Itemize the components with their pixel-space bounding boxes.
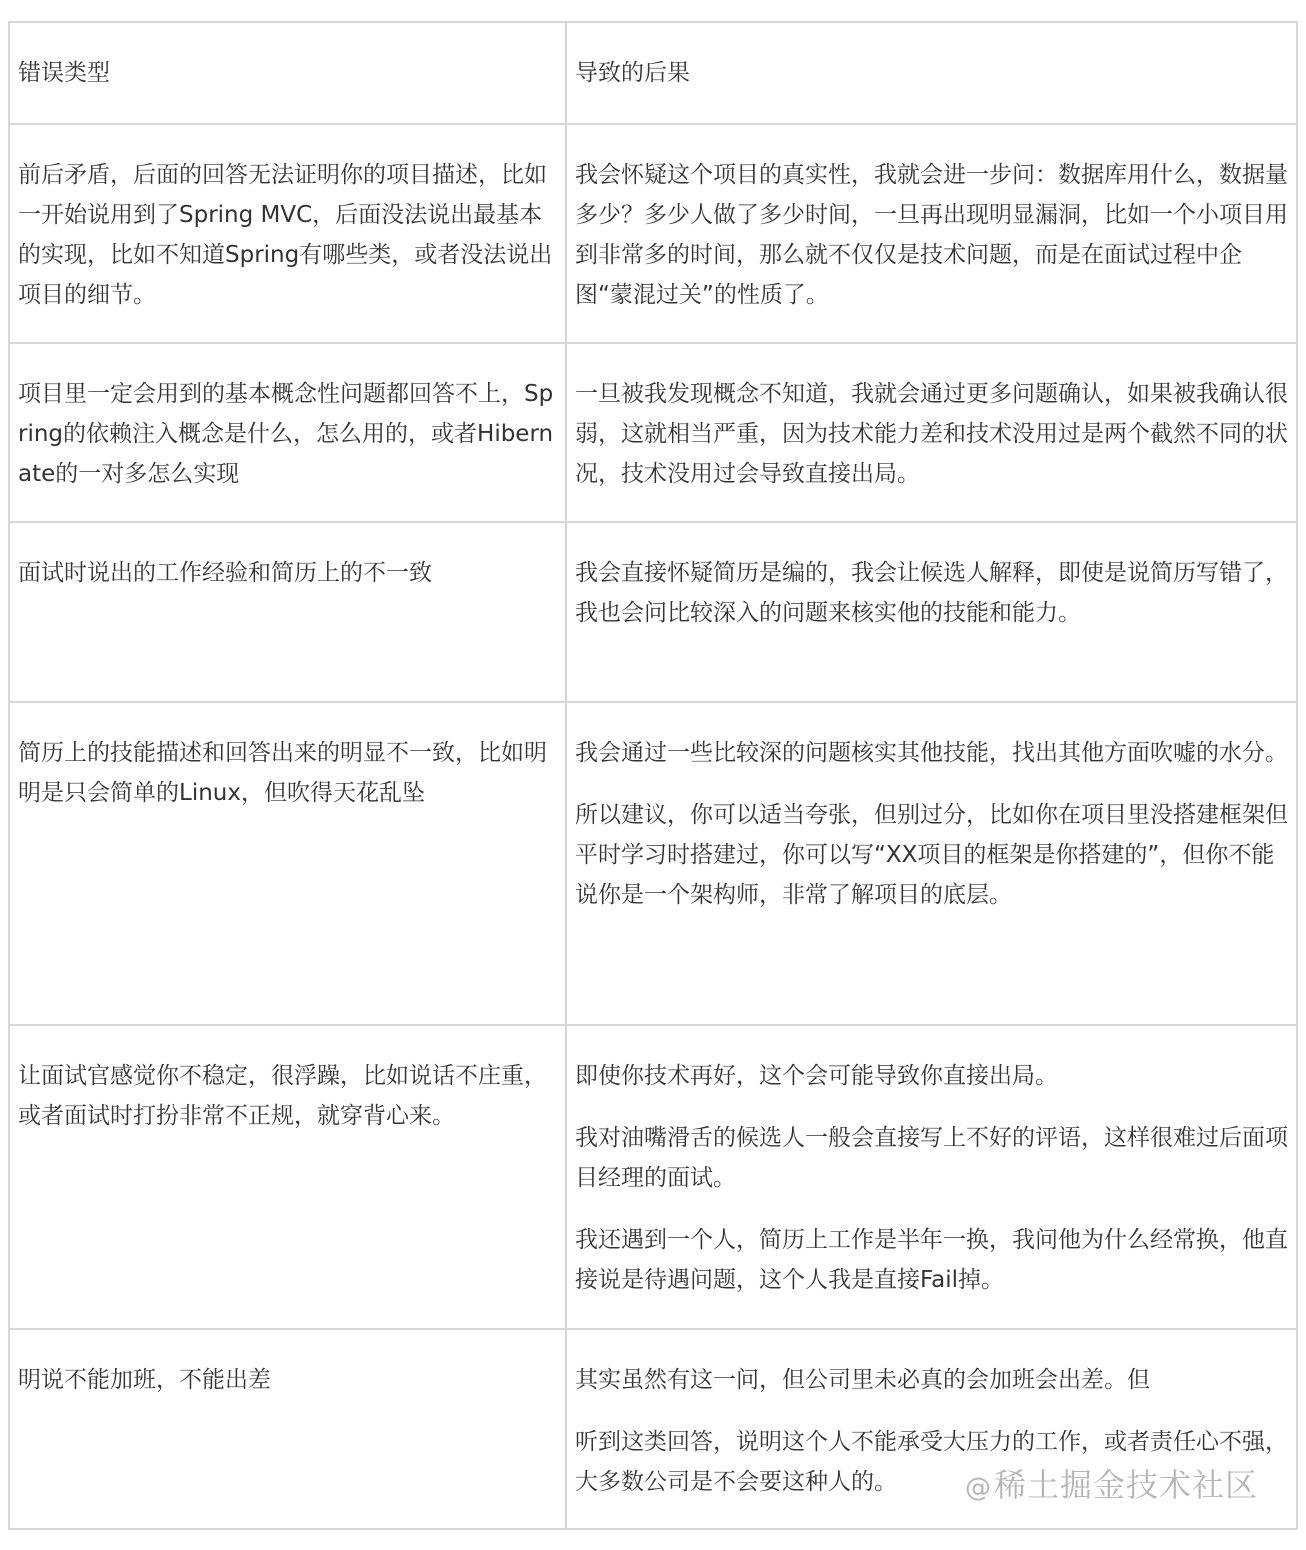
header-consequence: 导致的后果 — [566, 22, 1297, 124]
error-type-cell: 面试时说出的工作经验和简历上的不一致 — [9, 522, 566, 702]
table-header-row — [9, 22, 1297, 124]
consequence-paragraph: 其实虽然有这一问，但公司里未必真的会加班会出差。但 — [575, 1367, 1150, 1393]
table-row — [9, 1025, 1297, 1329]
watermark-text: 稀土掘金技术社区 — [993, 1466, 1258, 1504]
consequence-paragraph: 即使你技术再好，这个会可能导致你直接出局。 — [575, 1063, 1058, 1089]
error-type-cell: 项目里一定会用到的基本概念性问题都回答不上，Spring的依赖注入概念是什么，怎么用的，或者Hibernate的一对多怎么实现 — [9, 343, 566, 522]
consequence-cell — [566, 343, 1297, 522]
consequence-paragraph: 我会通过一些比较深的问题核实其他技能，找出其他方面吹嘘的水分。 — [575, 740, 1288, 766]
consequence-cell — [566, 124, 1297, 343]
error-type-cell: 前后矛盾，后面的回答无法证明你的项目描述，比如一开始说用到了Spring MVC，后面没法说出最基本的实现，比如不知道Spring有哪些类，或者没法说出项目的细节。 — [9, 124, 566, 343]
consequence-paragraph: 一旦被我发现概念不知道，我就会通过更多问题确认，如果被我确认很弱，这就相当严重，因为技术能力差和技术没用过是两个截然不同的状况，技术没用过会导致直接出局。 — [575, 381, 1288, 487]
watermark-at: @ — [964, 1473, 992, 1503]
table-row — [9, 343, 1297, 522]
consequence-paragraph: 所以建议，你可以适当夸张，但别过分，比如你在项目里没搭建框架但平时学习时搭建过，你可以写“XX项目的框架是你搭建的”，但你不能说你是一个架构师，非常了解项目的底层。 — [575, 802, 1288, 908]
consequence-cell — [566, 522, 1297, 702]
consequence-paragraph: 我会怀疑这个项目的真实性，我就会进一步问：数据库用什么，数据量多少？多少人做了多少时间，一旦再出现明显漏洞，比如一个小项目用到非常多的时间，那么就不仅仅是技术问题，而是在面试过程中企图“蒙混过关”的性质了。 — [575, 162, 1288, 308]
watermark — [965, 1460, 1258, 1506]
interview-mistakes-table — [8, 21, 1298, 1530]
table-row — [9, 522, 1297, 702]
consequence-cell — [566, 1025, 1297, 1329]
header-error-type: 错误类型 — [9, 22, 566, 124]
table-row — [9, 702, 1297, 1025]
consequence-paragraph: 我还遇到一个人，简历上工作是半年一换，我问他为什么经常换，他直接说是待遇问题，这个人我是直接Fail掉。 — [575, 1227, 1288, 1293]
consequence-cell — [566, 702, 1297, 1025]
error-type-cell: 明说不能加班，不能出差 — [9, 1329, 566, 1529]
error-type-cell: 简历上的技能描述和回答出来的明显不一致，比如明明是只会简单的Linux，但吹得天花乱坠 — [9, 702, 566, 1025]
table-row — [9, 124, 1297, 343]
consequence-paragraph: 我会直接怀疑简历是编的，我会让候选人解释，即使是说简历写错了，我也会问比较深入的问题来核实他的技能和能力。 — [575, 560, 1288, 626]
consequence-paragraph: 我对油嘴滑舌的候选人一般会直接写上不好的评语，这样很难过后面项目经理的面试。 — [575, 1125, 1288, 1191]
consequence-paragraph: 听到这类回答，说明这个人不能承受大压力的工作，或者责任心不强，大多数公司是不会要这种人的。 — [575, 1429, 1288, 1495]
error-type-cell: 让面试官感觉你不稳定，很浮躁，比如说话不庄重，或者面试时打扮非常不正规，就穿背心来。 — [9, 1025, 566, 1329]
